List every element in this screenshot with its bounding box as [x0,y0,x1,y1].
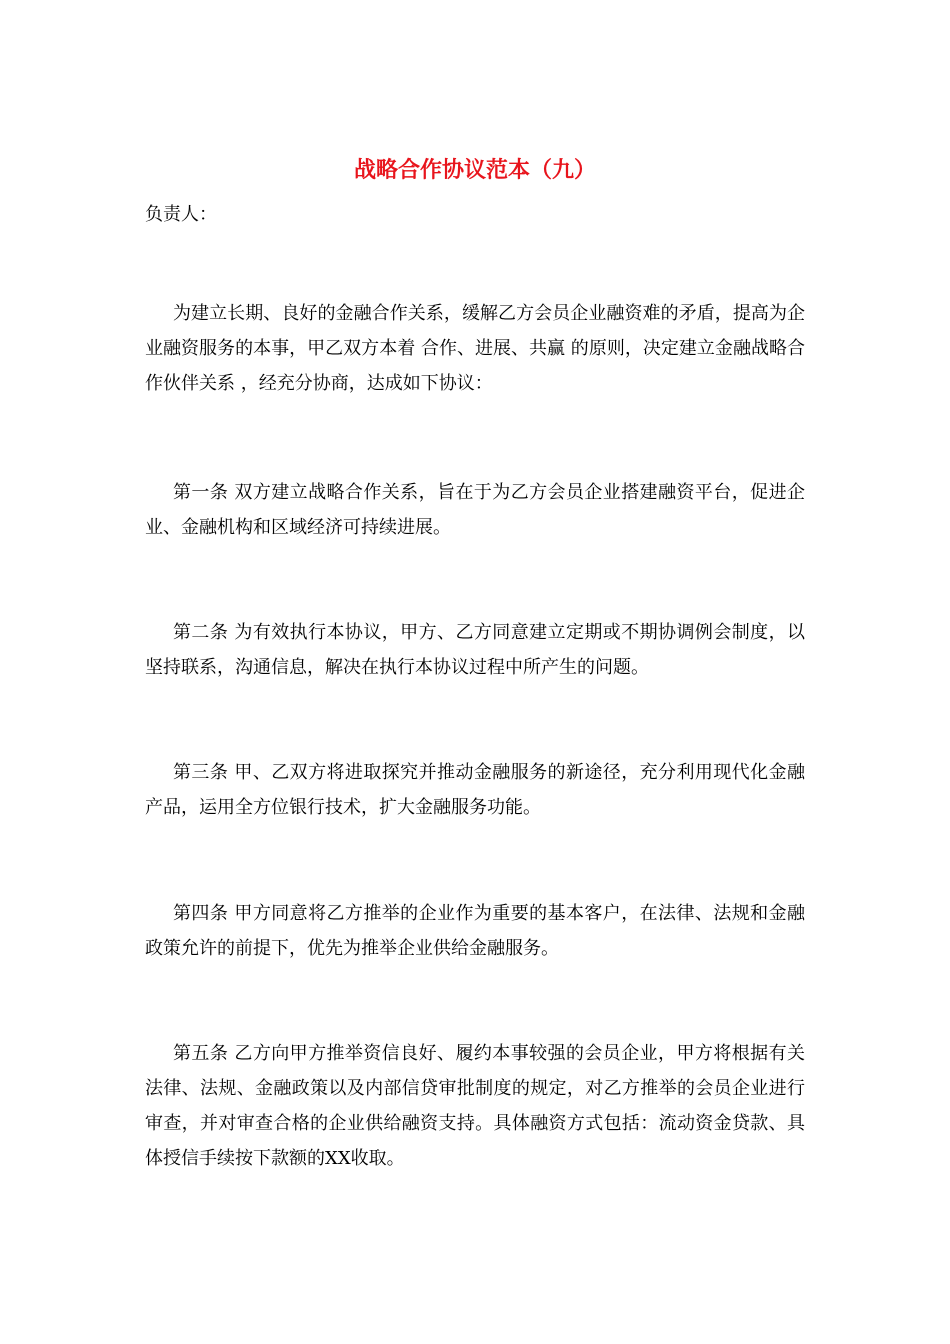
article-5-paragraph: 第五条 乙方向甲方推举资信良好、履约本事较强的会员企业，甲方将根据有关法律、法规、金融政策以及内部信贷审批制度的规定，对乙方推举的会员企业进行审查，并对审查合格的企业供给融资支持。具体融资方式包括：流动资金贷款、具体授信手续按下款额的XX收取。 [145,1043,805,1169]
article-1-paragraph: 第一条 双方建立战略合作关系，旨在于为乙方会员企业搭建融资平台，促进企业、金融机构和区域经济可持续进展。 [145,482,805,538]
responsible-person-label: 负责人： [145,204,217,225]
article-2-paragraph: 第二条 为有效执行本协议，甲方、乙方同意建立定期或不期协调例会制度，以坚持联系，沟通信息，解决在执行本协议过程中所产生的问题。 [145,622,805,678]
document-title: 战略合作协议范本（九） [353,157,596,183]
intro-paragraph: 为建立长期、良好的金融合作关系，缓解乙方会员企业融资难的矛盾，提高为企业融资服务的本事，甲乙双方本着 合作、进展、共赢 的原则，决定建立金融战略合作伙伴关系 ，经充分协商，达成如下协议： [145,303,805,394]
article-4-paragraph: 第四条 甲方同意将乙方推举的企业作为重要的基本客户，在法律、法规和金融政策允许的前提下，优先为推举企业供给金融服务。 [145,903,805,959]
article-3-paragraph: 第三条 甲、乙双方将进取探究并推动金融服务的新途径，充分利用现代化金融产品，运用全方位银行技术，扩大金融服务功能。 [145,762,805,818]
